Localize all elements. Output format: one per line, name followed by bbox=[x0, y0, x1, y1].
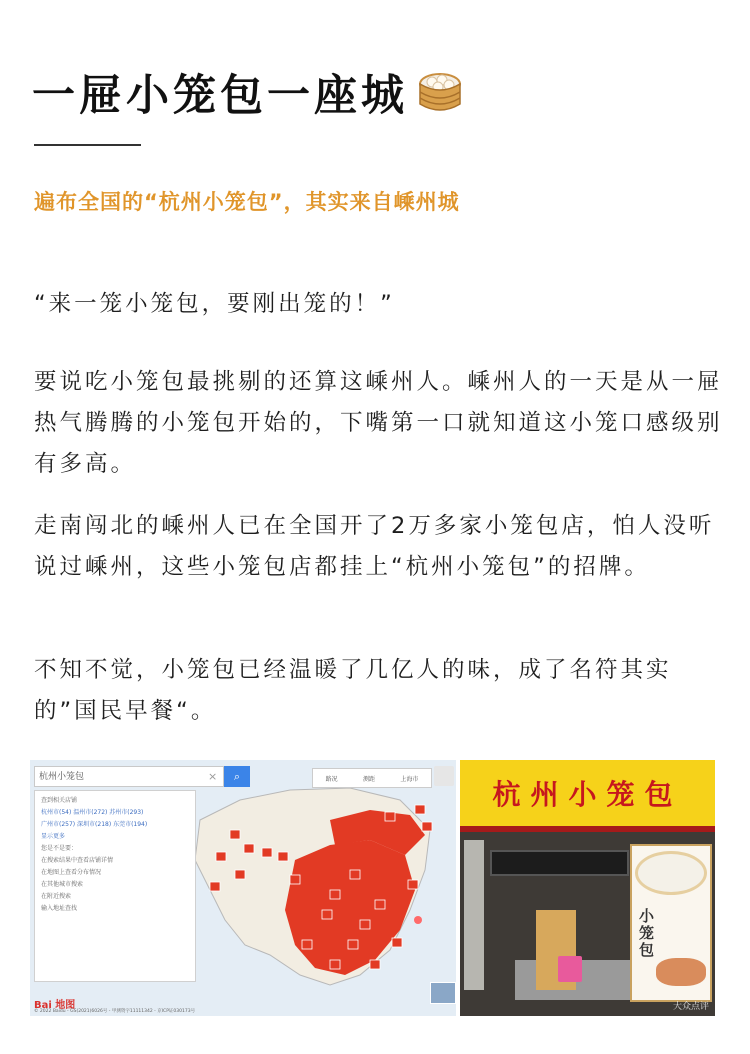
storefront-photo bbox=[460, 760, 715, 1016]
toolbar-item-city[interactable]: 上海市 bbox=[400, 775, 419, 783]
dumpling-poster bbox=[630, 844, 712, 1002]
result-line[interactable]: 输入地址查找 bbox=[41, 905, 78, 912]
map-search-input[interactable]: 杭州小笼包 bbox=[34, 766, 224, 787]
shop-signboard bbox=[460, 760, 715, 832]
baidu-map-logo: Bai 地图 bbox=[34, 1000, 76, 1011]
map-search-button[interactable]: ⌕ bbox=[224, 766, 250, 787]
result-line[interactable]: 在搜索结果中查看店铺详情 bbox=[41, 857, 114, 864]
title-divider bbox=[34, 144, 141, 146]
dumpling-steamer-icon bbox=[416, 70, 464, 116]
street-view-thumbnail[interactable] bbox=[430, 982, 456, 1004]
store-distribution-map bbox=[30, 760, 456, 1016]
paragraph-2: 走南闯北的嵊州人已在全国开了2万多家小笼包店，怕人没听说过嵊州，这些小笼包店都挂上“杭州小笼包”的招牌。 bbox=[34, 513, 715, 580]
article-quote: “来一笼小笼包，要刚出笼的！” bbox=[34, 291, 395, 317]
result-line: 您是不是要： bbox=[41, 845, 78, 852]
toolbar-item-traffic[interactable]: 路况 bbox=[325, 775, 338, 783]
result-line[interactable]: 显示更多 bbox=[41, 833, 66, 840]
article-subtitle: 遍布全国的“杭州小笼包”，其实来自嵊州城 bbox=[34, 190, 460, 214]
avatar[interactable] bbox=[434, 766, 454, 786]
result-line[interactable]: 在附近搜索 bbox=[41, 893, 72, 900]
result-line[interactable]: 广州市(257) 深圳市(218) 东莞市(194) bbox=[41, 821, 148, 828]
pink-bucket bbox=[558, 956, 582, 982]
result-line[interactable]: 杭州市(54) 温州市(272) 苏州市(293) bbox=[41, 809, 144, 816]
poster-text: 小笼包 bbox=[637, 908, 655, 959]
menu-board bbox=[490, 850, 629, 876]
poster-plate-image bbox=[656, 958, 706, 986]
title-row bbox=[32, 62, 464, 123]
paragraph-1: 要说吃小笼包最挑剔的还算这嵊州人。嵊州人的一天是从一屉热气腾腾的小笼包开始的，下嘴第一口就知道这小笼口感级别有多高。 bbox=[34, 369, 723, 477]
clear-icon[interactable]: × bbox=[208, 770, 218, 783]
paragraph-3: 不知不觉，小笼包已经温暖了几亿人的味，成了名符其实的”国民早餐“。 bbox=[34, 657, 672, 724]
search-result-panel bbox=[34, 790, 196, 982]
poster-bowl-image bbox=[638, 854, 704, 892]
map-toolbar bbox=[312, 768, 432, 788]
shop-sign-text: 杭州小笼包 bbox=[492, 778, 683, 811]
result-line[interactable]: 在地图上查看分布情况 bbox=[41, 869, 102, 876]
result-line: 查到相关店铺 bbox=[41, 797, 78, 804]
result-line[interactable]: 在其他城市搜索 bbox=[41, 881, 84, 888]
dianping-watermark: 大众点评 bbox=[672, 1002, 709, 1012]
article-title: 一屉小笼包一座城 bbox=[32, 71, 408, 121]
toolbar-item-measure[interactable]: 测距 bbox=[362, 775, 375, 783]
shop-door bbox=[464, 840, 484, 990]
map-copyright: © 2022 Baidu - GS(2021)6026号 - 甲测资字11111342 - 京ICP证030173号 bbox=[34, 1009, 196, 1014]
